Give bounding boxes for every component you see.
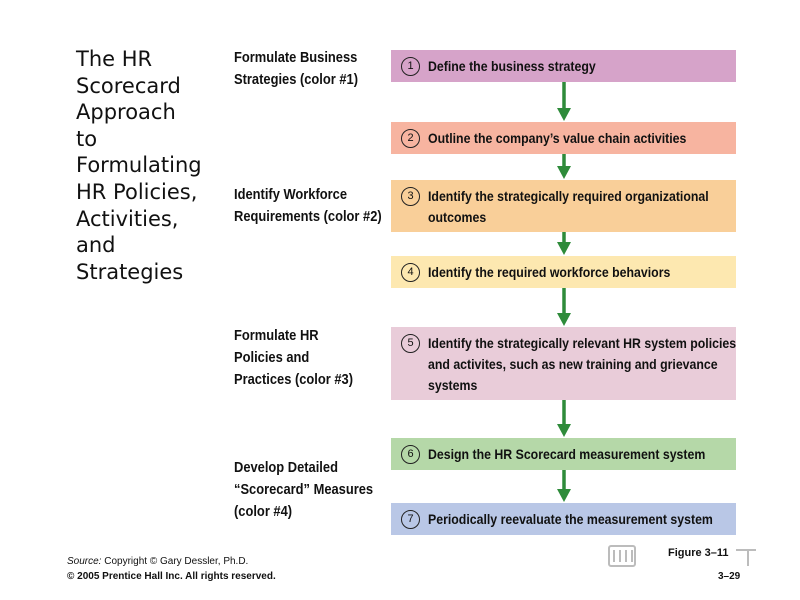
source-note (67, 556, 248, 567)
slide-title (76, 46, 206, 285)
phase-line: Practices (color #3) (234, 371, 354, 388)
source-text: Copyright © Gary Dessler, Ph.D. (104, 556, 249, 567)
step-line: outcomes (428, 209, 487, 225)
step-line: Periodically reevaluate the measurement system (428, 511, 713, 527)
phase-line: “Scorecard” Measures (234, 481, 374, 498)
figure-number: Figure 3–11 (668, 547, 729, 559)
step-number-circle: 1 (401, 57, 420, 76)
title-line: to (76, 126, 98, 151)
phase-line: Formulate HR (234, 327, 319, 344)
step-text (428, 128, 686, 149)
copyright-notice: © 2005 Prentice Hall Inc. All rights reserved. (67, 571, 276, 582)
step-text (428, 509, 713, 530)
step-text (428, 262, 670, 283)
source-label: Source: (67, 556, 102, 567)
step-box-1 (391, 50, 736, 82)
flow-arrow-icon (556, 82, 572, 122)
phase-line: Policies and (234, 349, 310, 366)
title-line: Formulating (76, 153, 202, 178)
flow-arrow-icon (556, 288, 572, 327)
step-number-circle: 5 (401, 334, 420, 353)
title-line: Scorecard (76, 73, 181, 98)
title-line: Strategies (76, 259, 184, 284)
flow-arrow-icon (556, 470, 572, 503)
phase-line: Develop Detailed (234, 459, 338, 476)
phase-label-4 (234, 457, 373, 523)
step-number-circle: 2 (401, 129, 420, 148)
step-text (428, 186, 709, 228)
flow-arrow-icon (556, 154, 572, 180)
flow-arrow-icon (556, 232, 572, 256)
phase-line: Identify Workforce (234, 186, 348, 203)
title-line: Approach (76, 100, 176, 125)
phase-label-1 (234, 47, 358, 91)
phase-line: Requirements (color #2) (234, 208, 382, 225)
step-line: Identify the strategically relevant HR system policies (428, 335, 737, 351)
title-line: The HR (76, 47, 153, 71)
phase-label-2 (234, 184, 382, 228)
phase-line: Formulate Business (234, 49, 358, 66)
phase-label-3 (234, 325, 353, 391)
step-line: Design the HR Scorecard measurement system (428, 446, 706, 462)
step-box-3 (391, 180, 736, 232)
phase-line: Strategies (color #1) (234, 71, 359, 88)
title-line: and (76, 233, 116, 258)
step-text (428, 333, 736, 396)
flow-arrow-icon (556, 400, 572, 438)
page-number: 3–29 (718, 571, 741, 582)
step-line: systems (428, 377, 478, 393)
step-box-5 (391, 327, 736, 400)
step-box-4 (391, 256, 736, 288)
title-line: HR Policies, (76, 179, 198, 204)
step-number-circle: 7 (401, 510, 420, 529)
step-box-6 (391, 438, 736, 470)
step-text (428, 444, 705, 465)
title-line: Activities, (76, 206, 179, 231)
step-text (428, 56, 596, 77)
step-line: Outline the company’s value chain activities (428, 130, 687, 146)
step-line: Define the business strategy (428, 58, 596, 74)
step-number-circle: 4 (401, 263, 420, 282)
step-line: Identify the strategically required organizational (428, 188, 709, 204)
phase-line: (color #4) (234, 503, 293, 520)
step-box-7 (391, 503, 736, 535)
step-box-2 (391, 122, 736, 154)
step-line: Identify the required workforce behaviors (428, 264, 671, 280)
step-line: and activites, such as new training and grievance (428, 356, 718, 372)
step-number-circle: 6 (401, 445, 420, 464)
step-number-circle: 3 (401, 187, 420, 206)
